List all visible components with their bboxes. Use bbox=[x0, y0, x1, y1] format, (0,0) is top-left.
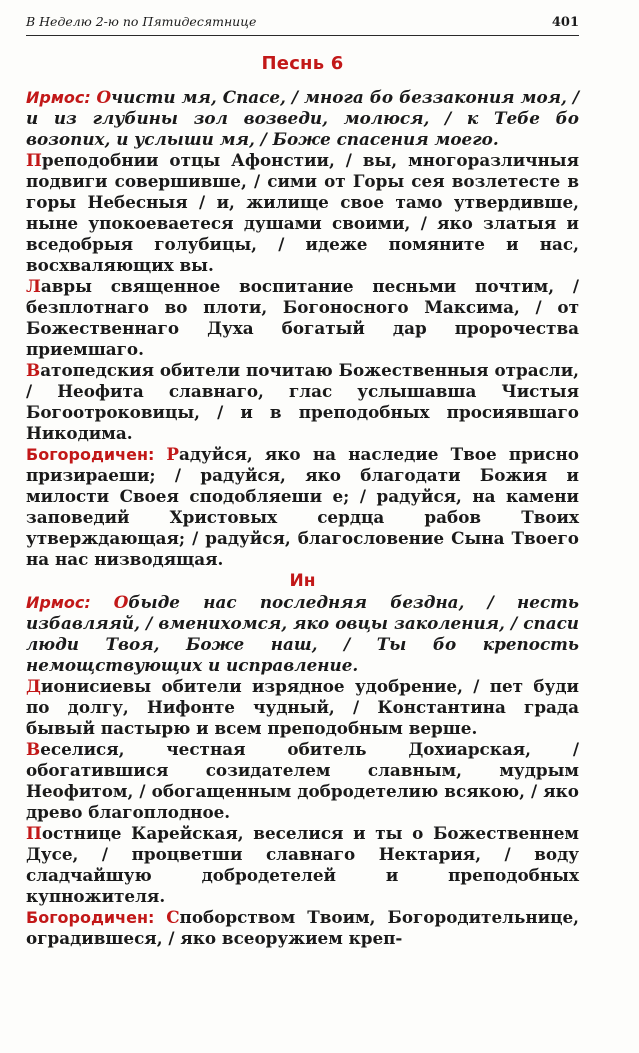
drop-letter: П bbox=[26, 150, 42, 170]
troparion-paragraph bbox=[26, 276, 579, 360]
troparion-paragraph bbox=[26, 360, 579, 444]
drop-letter: П bbox=[26, 823, 42, 843]
paragraph-text: остнице Карейская, веселися и ты о Божественнем Дусе, / процветши славнаго Нектария, / воду сладчайшую добродетелей и преподобных купножителя. bbox=[26, 823, 579, 906]
drop-letter: Л bbox=[26, 276, 41, 296]
troparion-paragraph bbox=[26, 823, 579, 907]
page-number: 401 bbox=[551, 15, 579, 30]
drop-letter: Д bbox=[26, 676, 41, 696]
theotokion-label: Богородичен: bbox=[26, 908, 167, 927]
running-title: В Неделю 2-ю по Пятидесятнице bbox=[26, 14, 257, 29]
running-header bbox=[26, 14, 579, 36]
paragraph-text: адуйся, яко на наследие Твое присно призираеши; / радуйся, яко благодати Божия и милости Своея сподобляеши е; / радуйся, на камени заповедий Христовых сердца рабов Твоих утверждающая; / радуйся, благословение Сына Твоего на нас низводящая. bbox=[26, 444, 579, 569]
drop-letter: С bbox=[166, 907, 180, 927]
theotokion-paragraph bbox=[26, 907, 579, 949]
paragraph-text: ионисиевы обители изрядное удобрение, / пет буди по долгу, Нифонте чудный, / Константина града бывый пастырю и всем преподобным верше. bbox=[26, 676, 579, 738]
other-canon-title: Ин bbox=[289, 571, 316, 591]
troparion-paragraph bbox=[26, 150, 579, 276]
paragraph-text: чисти мя, Спасе, / многа бо беззакония моя, / и из глубины зол возведи, молюся, / к Тебе бо возопих, и услыши мя, / Боже спасения моего. bbox=[26, 87, 579, 149]
paragraph-text: реподобнии отцы Афонстии, / вы, многоразличныя подвиги совершивше, / сими от Горы сея возлетесте в горы Небесныя / и, жилище свое тамо утвердивше, ныне упокоеваетеся душами своими, / яко златыя и вседобрыя голубицы, / идеже помяните и нас, восхваляющих вы. bbox=[26, 150, 579, 275]
irmos-label: Ирмос: bbox=[26, 593, 114, 612]
theotokion-paragraph bbox=[26, 444, 579, 570]
drop-letter: Р bbox=[166, 444, 179, 464]
drop-letter: В bbox=[26, 360, 41, 380]
theotokion-label: Богородичен: bbox=[26, 445, 167, 464]
paragraph-text: авры священное воспитание песньми почтим, / безплотнаго во плоти, Богоносного Максима, / от Божественнаго Духа богатый дар пророчества приемшаго. bbox=[26, 276, 579, 359]
troparion-paragraph bbox=[26, 676, 579, 739]
drop-letter: В bbox=[26, 739, 41, 759]
song-title: Песнь 6 bbox=[261, 53, 344, 74]
paragraph-text: поборством Твоим, Богородительнице, оградившеся, / яко всеоружием креп- bbox=[26, 907, 579, 948]
irmos-label: Ирмос: bbox=[26, 88, 97, 107]
troparion-paragraph bbox=[26, 739, 579, 823]
paragraph-text: еселися, честная обитель Дохиарская, / обогатившися созидателем славным, мудрым Неофитом, / обогащенным добродетелию всякою, / яко древо благоплодное. bbox=[26, 739, 579, 822]
irmos-paragraph bbox=[26, 87, 579, 150]
irmos-paragraph bbox=[26, 592, 579, 676]
drop-letter: О bbox=[96, 87, 112, 107]
paragraph-text: быде нас последняя бездна, / несть избавляяй, / вменихомся, яко овцы заколения, / спаси люди Твоя, Боже наш, / Ты бо крепость немощствующих и исправление. bbox=[26, 592, 579, 675]
paragraph-text: атопедския обители почитаю Божественныя отрасли, / Неофита славнаго, глас услышавша Чистыя Богоотроковицы, / и в преподобных просиявшаго Никодима. bbox=[26, 360, 579, 443]
drop-letter: О bbox=[113, 592, 129, 612]
